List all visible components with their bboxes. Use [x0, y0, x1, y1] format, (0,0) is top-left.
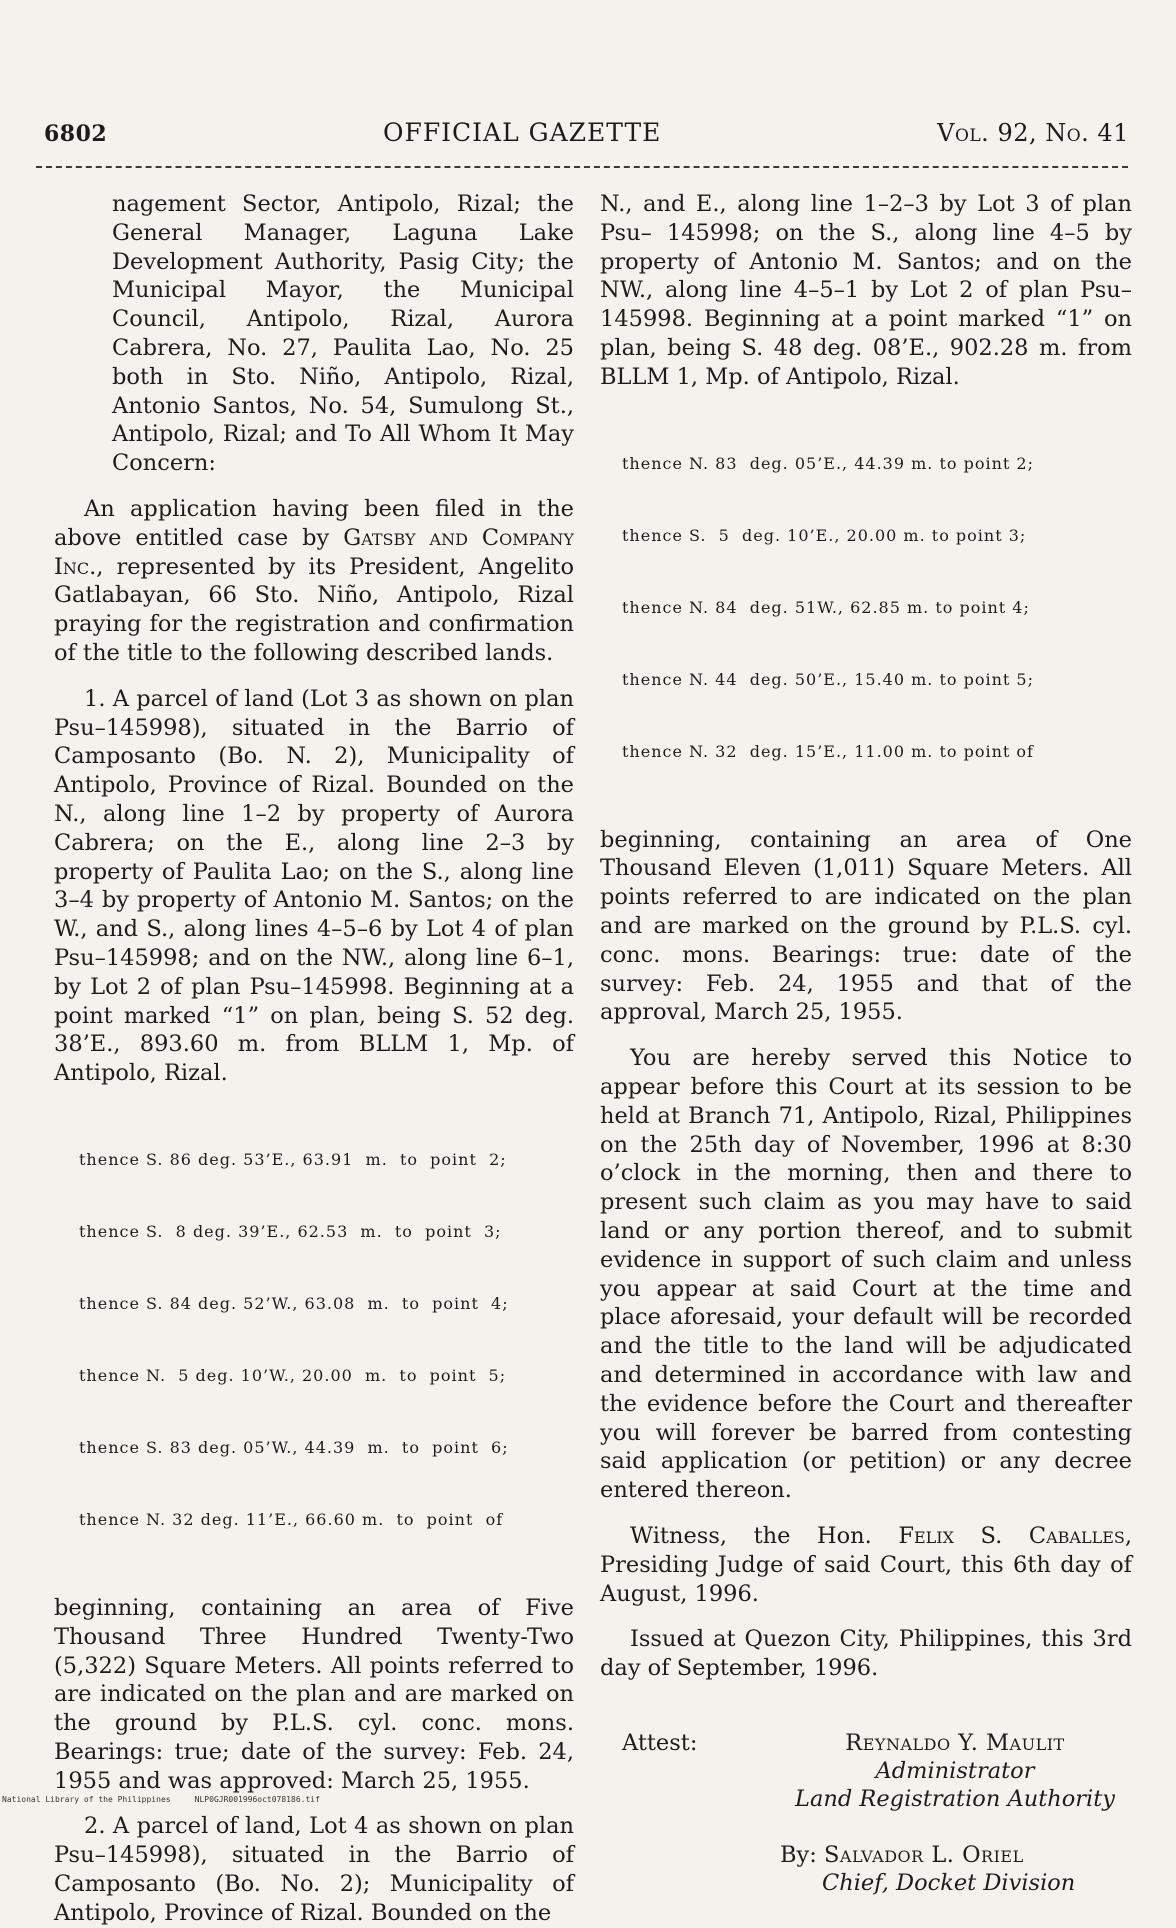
attest-block: [600, 1729, 1132, 1813]
bearing-line: thence N. 44 deg. 50’E., 15.40 m. to point 5;: [622, 669, 1034, 689]
witness-text-pre: Witness, the Hon.: [630, 1522, 872, 1549]
parcel-1-description: 1. A parcel of land (Lot 3 as shown on plan Psu–145998), situated in the Barrio of Camposanto (Bo. N. 2), Municipality of Antipolo, Province of Rizal. Bounded on the N., along line 1–2 by property of Aurora Cabrera; on the E., along line 2–3 by property of Paulita Lao; on the S., along line 3–4 by property of Antonio M. Santos; on the W., and S., along lines 4–5–6 by Lot 4 of plan Psu–145998; and on the NW., along line 6–1, by Lot 2 of plan Psu–145998. Beginning at a point marked “1” on plan, being S. 52 deg. 38’E., 893.60 m. from BLLM 1, Mp. of Antipolo, Rizal.: [54, 685, 574, 1087]
bearing-line: thence N. 83 deg. 05’E., 44.39 m. to point 2;: [622, 453, 1034, 473]
witness-text-post: Presiding Judge of said Court, this 6th day of August, 1996.: [600, 1551, 1132, 1607]
by-label: By:: [780, 1841, 817, 1868]
page-number: 6802: [44, 121, 108, 147]
application-paragraph: [54, 495, 574, 668]
issued-paragraph: Issued at Quezon City, Philippines, this 3rd day of September, 1996.: [600, 1626, 1132, 1682]
parcel-1-bearings: [79, 1100, 574, 1580]
attest-label: Attest:: [622, 1729, 698, 1756]
header-rule: [36, 166, 1128, 168]
attest-title: Administrator: [875, 1757, 1035, 1784]
parcel-2-bearings: [622, 404, 1132, 812]
bearing-line: thence N. 32 deg. 11’E., 66.60 m. to point of: [79, 1509, 504, 1529]
by-title: Chief, Docket Division: [822, 1869, 1076, 1896]
by-signature: [600, 1841, 1132, 1897]
bearing-line: thence N. 84 deg. 51W., 62.85 m. to point 4;: [622, 597, 1030, 617]
attest-office: Land Registration Authority: [795, 1785, 1115, 1812]
by-name: Salvador L. Oriel: [823, 1841, 1024, 1868]
publication-title: OFFICIAL GAZETTE: [382, 118, 662, 147]
applicant-name: Gatsby and Company Inc.: [54, 524, 574, 580]
witness-paragraph: [600, 1522, 1132, 1608]
left-column: [54, 190, 574, 1928]
notice-paragraph: You are hereby served this Notice to appear before this Court at its session to be held at Branch 71, Antipolo, Rizal, Philippines on the 25th day of November, 1996 at 8:30 o’clock in the morning, then and there to present such claim as you may have to said land or any portion thereof, and to submit evidence in support of such claim and unless you appear at said Court at the time and place aforesaid, your default will be recorded and the title to the land will be adjudicated and determined in accordance with law and the evidence before the Court and thereafter you will forever be barred from contesting said application (or petition) or any decree entered thereon.: [600, 1045, 1132, 1504]
application-text-post: , represented by its President, Angelito Gatlabayan, 66 Sto. Niño, Antipolo, Rizal praying for the registration and confirmation of the title to the following described lands.: [54, 553, 574, 666]
bearing-line: thence N. 32 deg. 15’E., 11.00 m. to point of: [622, 741, 1034, 761]
page-header: [44, 118, 1129, 147]
parcel-2-continued: N., and E., along line 1–2–3 by Lot 3 of plan Psu– 145998; on the S., along line 4–5 by property of Antonio M. Santos; and on the NW., along line 4–5–1 by Lot 2 of plan Psu–145998. Beginning at a point marked “1” on plan, being S. 48 deg. 08’E., 902.28 m. from BLLM 1, Mp. of Antipolo, Rizal.: [600, 191, 1132, 390]
bearing-line: thence S. 86 deg. 53’E., 63.91 m. to point 2;: [79, 1149, 507, 1169]
scan-footer: [2, 1795, 320, 1804]
parcel-2-area: beginning, containing an area of One Thousand Eleven (1,011) Square Meters. All points referred to are indicated on the plan and are marked on the ground by P.L.S. cyl. conc. mons. Bearings: true: date of the survey: Feb. 24, 1955 and that of the approval, March 25, 1955.: [600, 826, 1132, 1026]
bearing-line: thence N. 5 deg. 10’W., 20.00 m. to point 5;: [79, 1365, 507, 1385]
right-column: [600, 190, 1132, 1897]
parcel-1-area: beginning, containing an area of Five Thousand Three Hundred Twenty-Two (5,322) Square Meters. All points referred to are indicated on the plan and are marked on the ground by P.L.S. cyl. conc. mons. Bearings: true; date of the survey: Feb. 24, 1955 and was approved: March 25, 1955.: [54, 1594, 574, 1794]
bearing-line: thence S. 84 deg. 52’W., 63.08 m. to point 4;: [79, 1293, 509, 1313]
bearing-line: thence S. 5 deg. 10’E., 20.00 m. to point 3;: [622, 525, 1027, 545]
bearing-line: thence S. 83 deg. 05’W., 44.39 m. to point 6;: [79, 1437, 509, 1457]
parcel-2-description: 2. A parcel of land, Lot 4 as shown on plan Psu–145998), situated in the Barrio of Camposanto (Bo. No. 2); Municipality of Antipolo, Province of Rizal. Bounded on the: [54, 1813, 574, 1926]
volume-number: Vol. 92, No. 41: [937, 119, 1129, 147]
footer-file: NLP0GJR001996oct078186.tif: [194, 1795, 320, 1804]
application-text-pre: An application having been filed in the above entitled case by: [54, 495, 574, 551]
addressees: nagement Sector, Antipolo, Rizal; the General Manager, Laguna Lake Development Authority, Pasig City; the Municipal Mayor, the Municipal Council, Antipolo, Rizal, Aurora Cabrera, No. 27, Paulita Lao, No. 25 both in Sto. Niño, Antipolo, Rizal, Antonio Santos, No. 54, Sumulong St., Antipolo, Rizal; and To All Whom It May Concern:: [112, 191, 574, 477]
attest-signature: [778, 1729, 1132, 1813]
footer-library: National Library of the Philippines: [2, 1795, 171, 1804]
judge-name: Felix S. Caballes,: [898, 1522, 1132, 1549]
bearing-line: thence S. 8 deg. 39’E., 62.53 m. to point 3;: [79, 1221, 502, 1241]
attest-name: Reynaldo Y. Maulit: [845, 1729, 1065, 1756]
